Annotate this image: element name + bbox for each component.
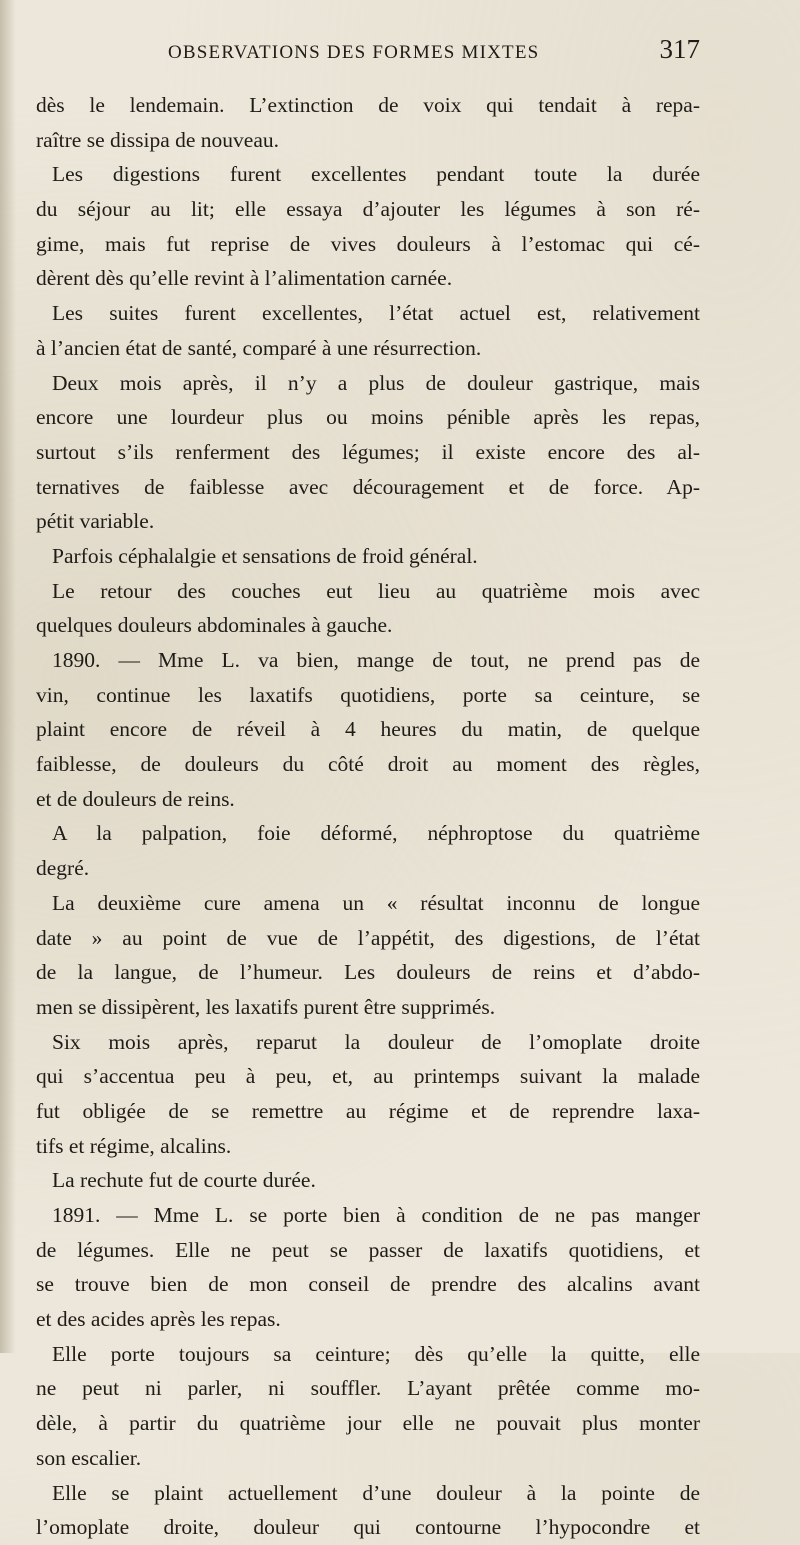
text-line: qui s’accentua peu à peu, et, au printemps suivant la malade: [36, 1064, 700, 1089]
text-line: de la langue, de l’humeur. Les douleurs de reins et d’abdo-: [36, 960, 700, 985]
text-line: Les digestions furent excellentes pendant toute la durée: [52, 162, 700, 187]
running-title: OBSERVATIONS DES FORMES MIXTES: [168, 42, 540, 63]
text-line: Parfois céphalalgie et sensations de froid général.: [52, 543, 478, 568]
text-line: 1891. — Mme L. se porte bien à condition de ne pas manger: [52, 1203, 700, 1227]
text-line: pétit variable.: [36, 509, 155, 534]
text-line: La deuxième cure amena un « résultat inconnu de longue: [52, 890, 700, 915]
text-line: à l’ancien état de santé, comparé à une résurrection.: [36, 335, 482, 360]
text-line: encore une lourdeur plus ou moins pénible après les repas,: [36, 405, 700, 430]
text-line: du séjour au lit; elle essaya d’ajouter les légumes à son ré-: [36, 197, 700, 222]
text-line: date » au point de vue de l’appétit, des digestions, de l’état: [36, 925, 700, 950]
text-line: et des acides après les repas.: [36, 1307, 281, 1332]
text-line: son escalier.: [36, 1445, 142, 1470]
text-line: surtout s’ils renferment des légumes; il existe encore des al-: [36, 439, 700, 464]
text-line: se trouve bien de mon conseil de prendre des alcalins avant: [36, 1272, 700, 1297]
page-gutter-shadow: [0, 0, 16, 1353]
text-line: degré.: [36, 856, 90, 881]
page-header: [36, 34, 700, 72]
text-line: La rechute fut de courte durée.: [52, 1168, 316, 1193]
text-line: raître se dissipa de nouveau.: [36, 127, 279, 152]
text-line: Deux mois après, il n’y a plus de douleur gastrique, mais: [52, 370, 700, 395]
text-line: tifs et régime, alcalins.: [36, 1133, 232, 1158]
text-line: l’omoplate droite, douleur qui contourne l’hypocondre et: [36, 1515, 700, 1540]
page-number: 317: [659, 34, 700, 64]
text-line: A la palpation, foie déformé, néphroptose du quatrième: [52, 821, 700, 846]
text-line: gime, mais fut reprise de vives douleurs à l’estomac qui cé-: [36, 231, 700, 256]
text-line: faiblesse, de douleurs du côté droit au moment des règles,: [36, 752, 700, 777]
text-line: de légumes. Elle ne peut se passer de laxatifs quotidiens, et: [36, 1237, 700, 1262]
text-line: Six mois après, reparut la douleur de l’omoplate droite: [52, 1029, 700, 1054]
text-line: Elle porte toujours sa ceinture; dès qu’elle la quitte, elle: [52, 1341, 700, 1366]
text-line: dèrent dès qu’elle revint à l’alimentation carnée.: [36, 266, 453, 291]
text-line: vin, continue les laxatifs quotidiens, porte sa ceinture, se: [36, 682, 700, 707]
text-line: 1890. — Mme L. va bien, mange de tout, ne prend pas de: [52, 648, 700, 672]
text-line: ternatives de faiblesse avec découragement et de force. Ap-: [36, 474, 700, 499]
text-line: Elle se plaint actuellement d’une douleur à la pointe de: [52, 1480, 700, 1505]
text-line: Le retour des couches eut lieu au quatrième mois avec: [52, 578, 700, 603]
text-line: men se dissipèrent, les laxatifs purent être supprimés.: [36, 994, 496, 1019]
text-line: dès le lendemain. L’extinction de voix qui tendait à repa-: [36, 93, 700, 117]
text-line: ne peut ni parler, ni souffler. L’ayant prêtée comme mo-: [36, 1376, 700, 1401]
text-line: et de douleurs de reins.: [36, 786, 235, 811]
text-line: dèle, à partir du quatrième jour elle ne pouvait plus monter: [36, 1411, 700, 1436]
text-line: Les suites furent excellentes, l’état actuel est, relativement: [52, 301, 700, 326]
text-line: fut obligée de se remettre au régime et de reprendre laxa-: [36, 1098, 700, 1123]
text-line: plaint encore de réveil à 4 heures du matin, de quelque: [36, 717, 700, 742]
text-line: quelques douleurs abdominales à gauche.: [36, 613, 393, 638]
body-text: [36, 88, 700, 1545]
